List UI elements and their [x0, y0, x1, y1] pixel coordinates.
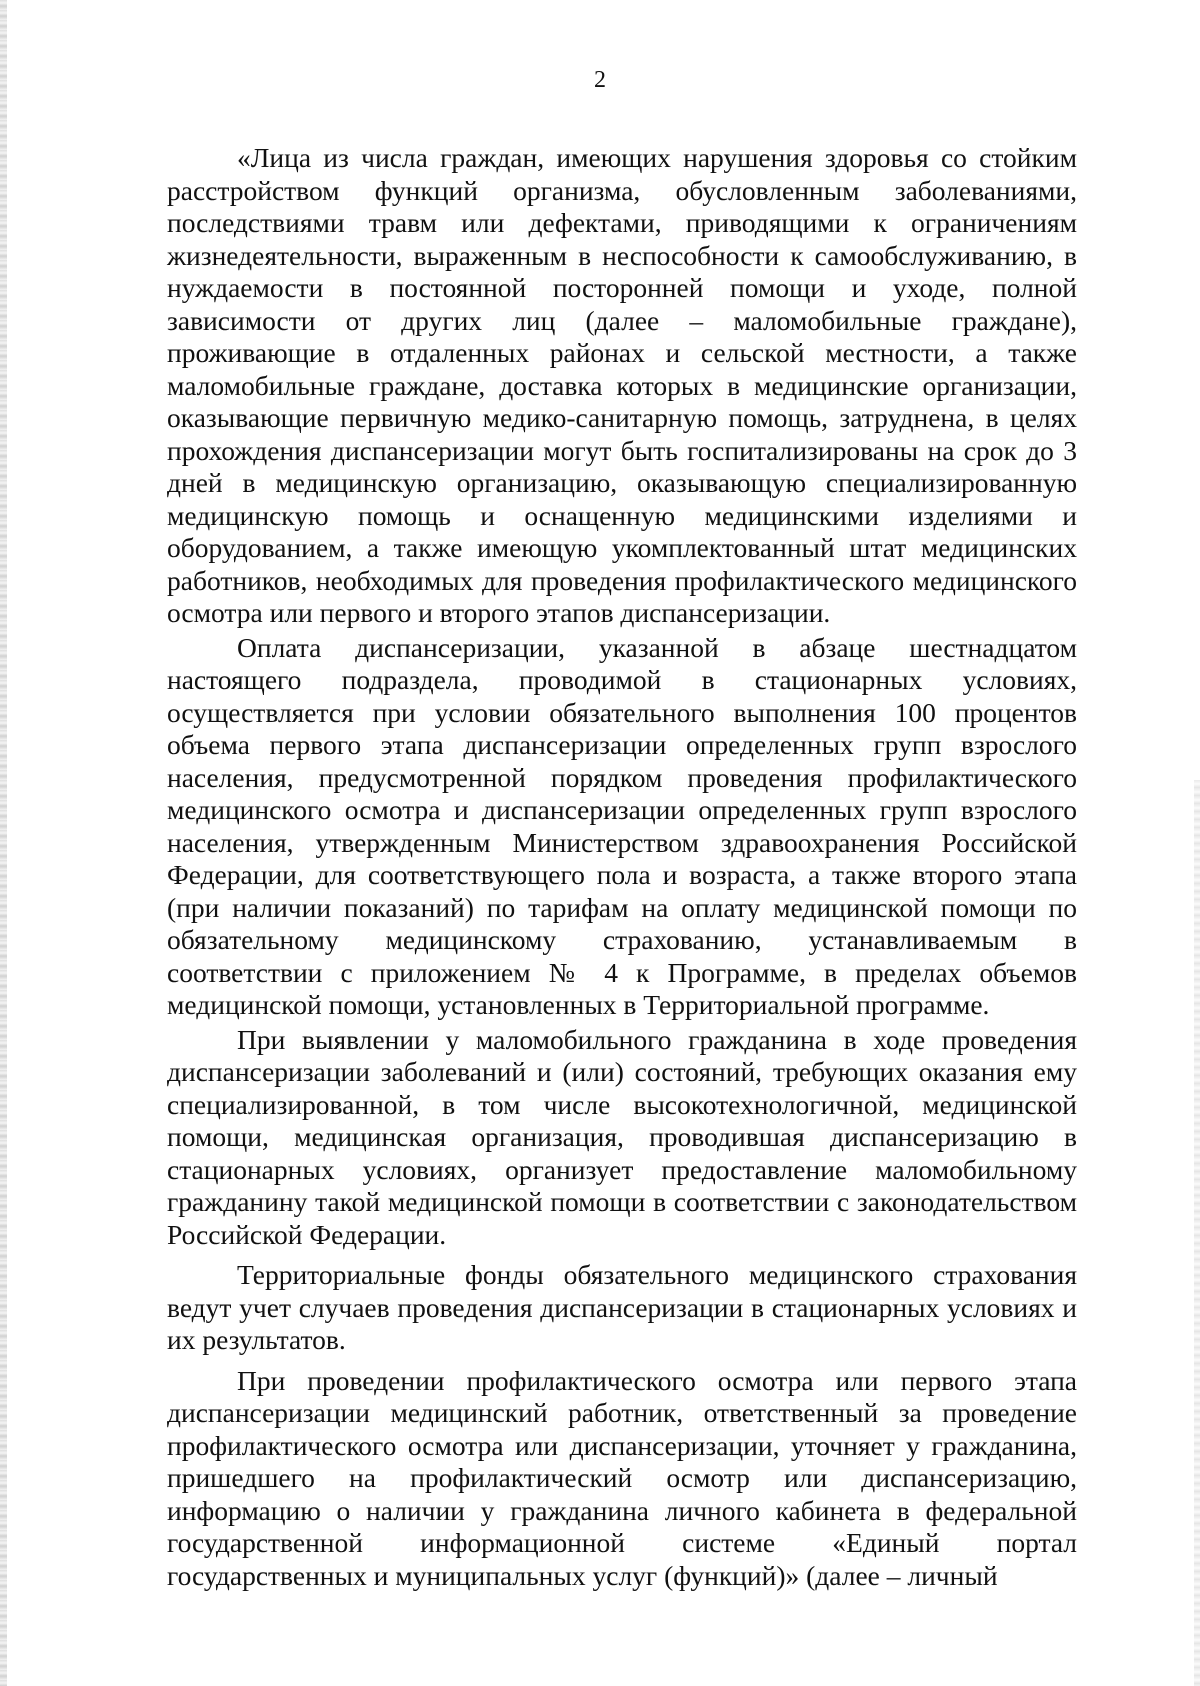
paragraph-funds-accounting: Территориальные фонды обязательного медицинского страхования ведут учет случаев проведения диспансеризации в стационарных условиях и их результатов.: [167, 1259, 1077, 1355]
scan-edge-right: [1194, 780, 1200, 1686]
paragraph-payment: Оплата диспансеризации, указанной в абзаце шестнадцатом настоящего подраздела, проводимой в стационарных условиях, осуществляется при условии обязательного выполнения 100 процентов объема первого этапа диспансеризации определенных групп взрослого населения, предусмотренной порядком проведения профилактического медицинского осмотра и диспансеризации определенных групп взрослого населения, утвержденным Министерством здравоохранения Российской Федерации, для соответствующего пола и возраста, а также второго этапа (при наличии показаний) по тарифам на оплату медицинской помощи по обязательному медицинскому страхованию, устанавливаемым в соответствии с приложением № 4 к Программе, в пределах объемов медицинской помощи, установленных в Территориальной программе.: [167, 631, 1077, 1020]
body-text: [167, 142, 1077, 1594]
paragraph-hospitalization: «Лица из числа граждан, имеющих нарушения здоровья со стойким расстройством функций организма, обусловленным заболеваниями, последствиями травм или дефектами, приводящими к ограничениям жизнедеятельности, выраженным в неспособности к самообслуживанию, в нуждаемости в постоянной посторонней помощи и уходе, полной зависимости от других лиц (далее – маломобильные граждане), проживающие в отдаленных районах и сельской местности, а также маломобильные граждане, доставка которых в медицинские организации, оказывающие первичную медико-санитарную помощь, затруднена, в целях прохождения диспансеризации могут быть госпитализированы на срок до 3 дней в медицинскую организацию, оказывающую специализированную медицинскую помощь и оснащенную медицинскими изделиями и оборудованием, а также имеющую укомплектованный штат медицинских работников, необходимых для проведения профилактического медицинского осмотра или первого и второго этапов диспансеризации.: [167, 142, 1077, 628]
page-number: 2: [594, 67, 606, 93]
paragraph-specialized-care: При выявлении у маломобильного гражданина в ходе проведения диспансеризации заболеваний и (или) состояний, требующих оказания ему специализированной, в том числе высокотехнологичной, медицинской помощи, медицинская организация, проводившая диспансеризацию в стационарных условиях, организует предоставление маломобильному гражданину такой медицинской помощи в соответствии с законодательством Российской Федерации.: [167, 1023, 1077, 1250]
paragraph-personal-account: При проведении профилактического осмотра или первого этапа диспансеризации медицинский работник, ответственный за проведение профилактического осмотра или диспансеризации, уточняет у гражданина, пришедшего на профилактический осмотр или диспансеризацию, информацию о наличии у гражданина личного кабинета в федеральной государственной информационной системе «Единый портал государственных и муниципальных услуг (функций)» (далее – личный: [167, 1364, 1077, 1591]
scan-edge-left: [0, 0, 7, 1686]
